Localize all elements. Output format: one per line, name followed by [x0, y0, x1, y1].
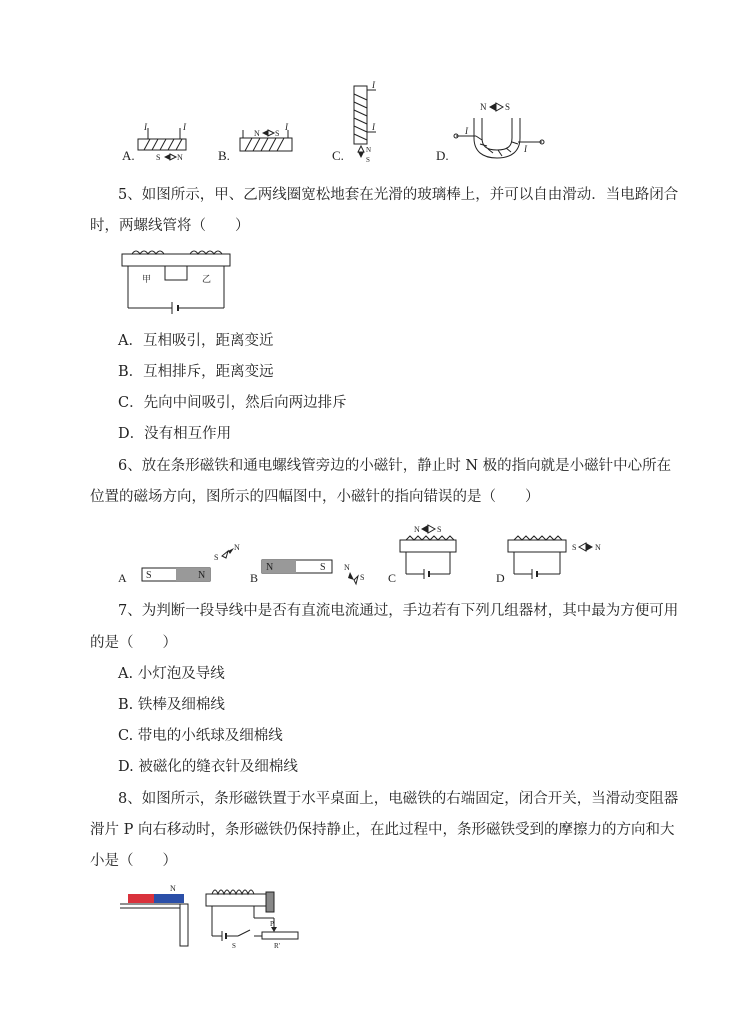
- q4-fig-d: [436, 102, 544, 163]
- svg-text:S: S: [572, 543, 577, 552]
- q6-stem-line2: 位置的磁场方向，图所示的四幅图中，小磁针的指向错误的是（ ）: [90, 489, 540, 505]
- q8-stem-line2: 滑片 P 向右移动时，条形磁铁仍保持静止，在此过程中，条形磁铁受到的摩擦力的方向和大: [90, 822, 675, 838]
- q7-choice-b: B. 铁棒及细棉线: [118, 697, 225, 713]
- svg-text:S: S: [366, 156, 370, 164]
- q6-figures: [110, 518, 630, 590]
- svg-text:N: N: [366, 146, 372, 154]
- svg-text:N: N: [595, 543, 601, 552]
- svg-text:C: C: [388, 571, 397, 585]
- q6-fig-c: [388, 525, 456, 585]
- q5-figure: [118, 246, 238, 316]
- svg-text:S: S: [232, 942, 236, 950]
- svg-text:N: N: [414, 525, 420, 534]
- svg-text:N: N: [177, 153, 183, 162]
- svg-text:I: I: [372, 122, 375, 132]
- svg-text:S: S: [437, 525, 442, 534]
- svg-text:D: D: [496, 571, 505, 585]
- q8-stem-line3: 小是（ ）: [90, 853, 177, 869]
- svg-text:乙: 乙: [202, 274, 212, 284]
- q4-fig-b: [218, 122, 292, 163]
- q6-fig-a: [118, 543, 240, 585]
- q5-solenoid-diagram: [118, 246, 238, 316]
- svg-text:S: S: [156, 153, 161, 162]
- q8-magnet-s-half: [128, 894, 154, 903]
- q7-choice-a: A. 小灯泡及导线: [118, 666, 225, 682]
- svg-text:I: I: [465, 126, 468, 136]
- q7-stem-line2: 的是（ ）: [90, 635, 177, 651]
- svg-text:N: N: [480, 102, 487, 112]
- q6-fig-b: [250, 560, 364, 585]
- q8-magnet-n-half: [154, 894, 184, 903]
- svg-text:S: S: [360, 573, 365, 582]
- q5-stem-line1: 5、如图所示，甲、乙两线圈宽松地套在光滑的玻璃棒上，并可以自由滑动．当电路闭合: [118, 187, 679, 203]
- q5-stem-line2: 时，两螺线管将（ ）: [90, 218, 250, 234]
- svg-text:N: N: [170, 884, 176, 893]
- svg-text:I: I: [183, 122, 186, 132]
- svg-text:S: S: [214, 553, 219, 562]
- svg-text:N: N: [234, 543, 240, 552]
- svg-text:N: N: [344, 563, 350, 572]
- svg-text:S: S: [505, 102, 511, 112]
- svg-text:D.: D.: [436, 148, 449, 163]
- q4-figures: [110, 80, 550, 170]
- svg-text:S: S: [146, 570, 152, 581]
- q4-figure-row: [110, 80, 550, 170]
- q4-fig-a: [122, 122, 187, 163]
- svg-text:I: I: [144, 122, 147, 132]
- q5-choice-d: D．没有相互作用: [118, 426, 232, 442]
- q6-stem-line1: 6、放在条形磁铁和通电螺线管旁边的小磁针，静止时 N 极的指向就是小磁针中心所在: [118, 458, 672, 474]
- q7-stem-line1: 7、为判断一段导线中是否有直流电流通过，手边若有下列几组器材，其中最为方便可用: [118, 603, 679, 619]
- q8-electromagnet-diagram: [118, 878, 308, 950]
- svg-text:I: I: [372, 80, 375, 90]
- q6-fig-d: [496, 536, 601, 585]
- svg-text:A.: A.: [122, 148, 135, 163]
- q7-choice-d: D. 被磁化的缝衣针及细棉线: [118, 759, 298, 775]
- svg-text:B: B: [250, 571, 259, 585]
- svg-text:甲: 甲: [142, 274, 152, 284]
- svg-text:A: A: [118, 571, 127, 585]
- q4-fig-c: [332, 80, 376, 164]
- svg-text:B.: B.: [218, 148, 230, 163]
- q5-choice-c: C．先向中间吸引，然后向两边排斥: [118, 395, 347, 411]
- q5-choice-b: B．互相排斥，距离变远: [118, 364, 274, 380]
- q6-figure-row: [110, 518, 630, 590]
- q7-choice-c: C. 带电的小纸球及细棉线: [118, 728, 283, 744]
- svg-text:N: N: [254, 129, 260, 138]
- svg-text:N: N: [266, 562, 274, 573]
- svg-text:R': R': [274, 942, 280, 950]
- svg-text:S: S: [275, 129, 280, 138]
- svg-text:I: I: [285, 122, 288, 132]
- svg-text:C.: C.: [332, 148, 344, 163]
- q8-stem-line1: 8、如图所示，条形磁铁置于水平桌面上，电磁铁的右端固定，闭合开关，当滑动变阻器: [118, 791, 679, 807]
- svg-text:S: S: [320, 562, 326, 573]
- svg-text:I: I: [524, 144, 527, 154]
- q5-choice-a: A．互相吸引，距离变近: [118, 333, 274, 349]
- svg-text:N: N: [198, 570, 206, 581]
- svg-text:P: P: [270, 920, 274, 928]
- q8-figure: [118, 878, 308, 950]
